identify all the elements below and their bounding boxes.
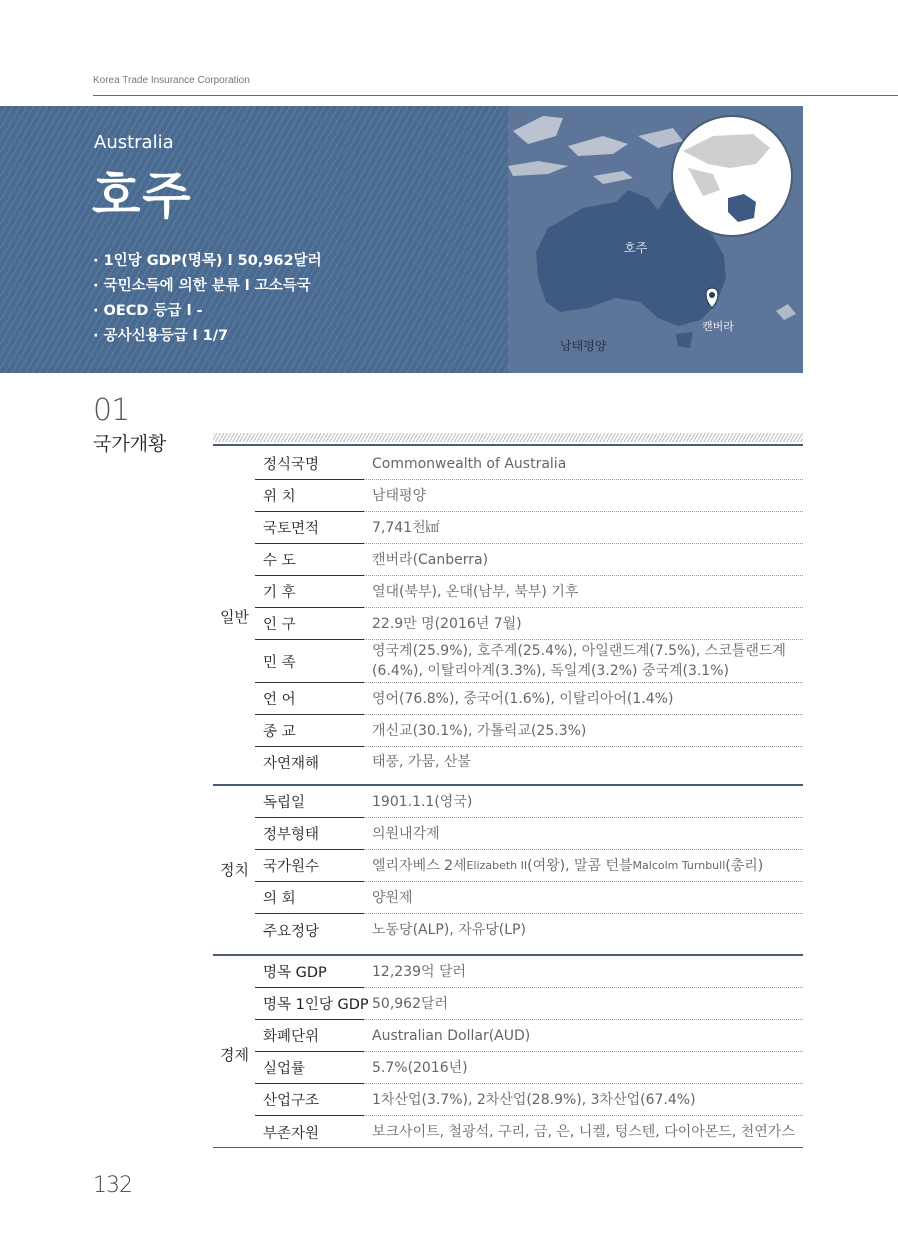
row-key: 명목 GDP (255, 956, 364, 988)
group-politics (213, 784, 803, 946)
row-value (364, 640, 803, 683)
row-value: 1차산업(3.7%), 2차산업(28.9%), 3차산업(67.4%) (364, 1084, 803, 1116)
row-key: 독립일 (255, 786, 364, 818)
row-key: 민 족 (255, 640, 364, 683)
value-part: (여왕), 말콤 턴블 (527, 857, 633, 874)
row-value: 영어(76.8%), 중국어(1.6%), 이탈리아어(1.4%) (364, 683, 803, 715)
row-key: 국토면적 (255, 512, 364, 544)
row-key: 명목 1인당 GDP (255, 988, 364, 1020)
table-row (255, 1116, 803, 1148)
map-country-label: 호주 (624, 241, 648, 255)
group-label-economy: 경제 (220, 1046, 249, 1064)
row-key: 실업률 (255, 1052, 364, 1084)
row-key: 국가원수 (255, 850, 364, 882)
table-row (255, 544, 803, 576)
row-key: 수 도 (255, 544, 364, 576)
row-key: 산업구조 (255, 1084, 364, 1116)
table-row (255, 512, 803, 544)
row-value: Commonwealth of Australia (364, 448, 803, 480)
country-banner (0, 106, 508, 373)
fact-income-class: · 국민소득에 의한 분류 l 고소득국 (93, 278, 311, 294)
row-value-line: (6.4%), 이탈리아계(3.3%), 독일계(3.2%) 중국계(3.1%) (372, 663, 729, 679)
table-row (255, 480, 803, 512)
table-row (255, 786, 803, 818)
table-row (255, 747, 803, 777)
group-economy (213, 954, 803, 1148)
table-row (255, 640, 803, 683)
header-rule (93, 95, 898, 96)
page-number: 132 (93, 1173, 132, 1198)
row-key: 언 어 (255, 683, 364, 715)
row-value: 5.7%(2016년) (364, 1052, 803, 1084)
table-row (255, 448, 803, 480)
map-capital-label: 캔버라 (702, 320, 734, 333)
table-row (255, 576, 803, 608)
row-value: 캔버라(Canberra) (364, 544, 803, 576)
table-row (255, 818, 803, 850)
row-key: 화폐단위 (255, 1020, 364, 1052)
row-value (364, 850, 803, 882)
row-key: 정부형태 (255, 818, 364, 850)
group-label-general: 일반 (220, 608, 249, 626)
row-key: 위 치 (255, 480, 364, 512)
row-key: 주요정당 (263, 923, 320, 940)
row-value: 양원제 (364, 882, 803, 914)
section-title: 국가개황 (93, 433, 167, 455)
section-divider (213, 433, 803, 442)
table-row (255, 683, 803, 715)
row-key: 종 교 (255, 715, 364, 747)
row-value: Australian Dollar(AUD) (364, 1020, 803, 1052)
table-row (255, 956, 803, 988)
table-row (255, 882, 803, 914)
row-value: 7,741천㎢ (364, 512, 803, 544)
running-head: Korea Trade Insurance Corporation (93, 75, 250, 86)
fact-oecd-grade: · OECD 등급 l - (93, 303, 203, 319)
table-row (255, 914, 803, 946)
row-value: 22.9만 명(2016년 7월) (364, 608, 803, 640)
fact-gdp-per-capita: · 1인당 GDP(명목) l 50,962달러 (93, 253, 322, 269)
table-row (255, 850, 803, 882)
country-name-korean: 호주 (92, 167, 193, 225)
row-value: 보크사이트, 철광석, 구리, 금, 은, 니켈, 텅스텐, 다이아몬드, 천연가스 (372, 1124, 795, 1140)
table-row (255, 608, 803, 640)
location-map (508, 106, 803, 373)
row-key: 자연재해 (263, 755, 320, 772)
table-row (255, 1084, 803, 1116)
row-value-line: 영국계(25.9%), 호주계(25.4%), 아일랜드계(7.5%), 스코틀랜드계 (372, 643, 786, 659)
table-row (255, 715, 803, 747)
group-general (213, 444, 803, 777)
row-value: 1901.1.1(영국) (364, 786, 803, 818)
key-facts-list (93, 249, 322, 349)
row-key: 의 회 (255, 882, 364, 914)
section-number: 01 (93, 393, 130, 428)
value-part: 엘리자베스 2세 (372, 857, 467, 874)
row-value: 50,962달러 (364, 988, 803, 1020)
row-value: 노동당(ALP), 자유당(LP) (372, 922, 526, 938)
value-part: Malcolm Turnbull (632, 858, 726, 872)
table-row (255, 988, 803, 1020)
map-ocean-label: 남태평양 (560, 339, 607, 353)
row-value: 태풍, 가뭄, 산불 (372, 754, 471, 770)
row-value: 의원내각제 (364, 818, 803, 850)
fact-credit-grade: · 공사신용등급 l 1/7 (93, 328, 229, 344)
row-value: 열대(북부), 온대(남부, 북부) 기후 (364, 576, 803, 608)
value-part: Elizabeth II (466, 858, 528, 872)
value-part: (총리) (725, 857, 764, 874)
row-value: 12,239억 달러 (364, 956, 803, 988)
row-value: 남태평양 (364, 480, 803, 512)
table-row (255, 1020, 803, 1052)
row-key: 기 후 (255, 576, 364, 608)
group-label-politics: 정치 (220, 861, 249, 879)
country-name-english: Australia (94, 132, 174, 153)
row-key: 인 구 (255, 608, 364, 640)
row-key: 정식국명 (255, 448, 364, 480)
row-key: 부존자원 (263, 1125, 320, 1142)
row-value: 개신교(30.1%), 가톨릭교(25.3%) (364, 715, 803, 747)
table-row (255, 1052, 803, 1084)
